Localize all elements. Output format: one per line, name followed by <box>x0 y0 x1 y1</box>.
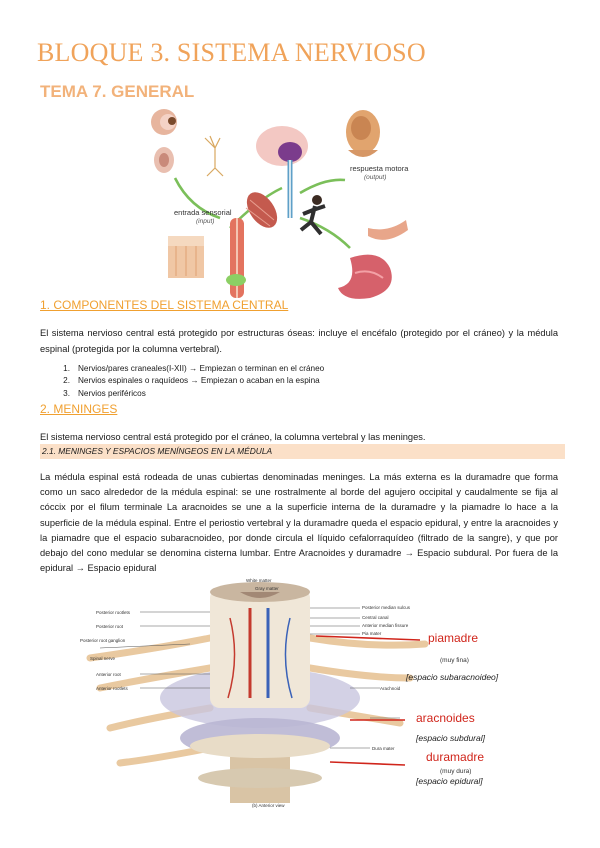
document-title: BLOQUE 3. SISTEMA NERVIOSO <box>37 38 426 67</box>
pia-mater-label: Pia mater <box>362 631 382 636</box>
list-item: 1. Nervios/pares craneales(I-XII) → Empiezan o terminan en el cráneo <box>63 364 325 373</box>
duramadre-note: (muy dura) <box>440 768 472 775</box>
output-sublabel: (output) <box>364 174 387 181</box>
spinal-cord-meninges-figure <box>80 578 520 810</box>
input-label: entrada sensorial <box>174 208 232 217</box>
subdural-space-annotation: [espacio subdural] <box>416 733 485 743</box>
anterior-median-fissure-label: Anterior median fissure <box>362 623 409 628</box>
posterior-root-label: Posterior root <box>96 624 124 629</box>
figure-caption: (b) Anterior view <box>252 803 285 808</box>
subarachnoid-space-annotation: [espacio subaracnoideo] <box>406 672 499 682</box>
arm-image <box>368 220 408 240</box>
muscle-image <box>241 187 284 234</box>
piamadre-annotation: piamadre <box>428 631 479 645</box>
nerve-types-list <box>40 363 324 400</box>
stomach-image <box>338 255 392 299</box>
spinal-cord <box>210 582 310 708</box>
meninges-paragraph: La médula espinal está rodeada de unas cubiertas denominadas meninges. La más externa es la duramadre que forma como un saco alrededor de la médula espinal: se une rostralmente al borde del agujero occipital y caudalmente se fija al cóccix por el filum terminale La aracnoides se une a la superficie interna de la duramadre y la piamadre lo hace a la superficie de la médula espinal. Entre el periostio vertebral y la duramadre queda el espacio epidural, y entre la aracnoides y la piamadre que el espacio subaracnoideo, por donde circula el líquido cefalorraquídeo (filtrado de la sangre), y que por debajo del cono medular se denomina cisterna lumbar. Entre Aracnoides y duramadre → Espacio subdural. Por fuera de la epidural → Espacio epidural <box>40 472 558 574</box>
posterior-rootlets-label: Posterior rootlets <box>96 610 131 615</box>
anterior-root-label: Anterior root <box>96 672 121 677</box>
list-item: 3. Nervios periféricos <box>63 388 146 398</box>
subsection-heading-bar <box>40 444 565 459</box>
aracnoides-annotation: aracnoides <box>416 711 475 725</box>
posterior-root-ganglion-label: Posterior root ganglion <box>80 638 126 643</box>
epidural-space-annotation: [espacio epidural] <box>416 776 483 786</box>
head-anatomy-image <box>346 110 380 157</box>
input-sublabel: (input) <box>196 218 215 225</box>
subsection-heading: 2.1. MENINGES Y ESPACIOS MENÍNGEOS EN LA MÉDULA <box>42 446 273 456</box>
topic-title: TEMA 7. GENERAL <box>40 82 195 101</box>
eye-image <box>151 109 177 135</box>
duramadre-annotation: duramadre <box>426 750 485 764</box>
section-2-intro: El sistema nervioso central está protegido por el cráneo, la columna vertebral y las meninges. <box>40 432 426 442</box>
section-1-paragraph: El sistema nervioso central está protegido por estructuras óseas: incluye el encéfalo (protegido por el cráneo) y la médula espinal (protegida por la columna vertebral). <box>40 328 558 354</box>
neuron-image <box>205 136 223 176</box>
white-matter-label: White matter <box>246 578 272 583</box>
piamadre-note: (muy fina) <box>440 657 469 664</box>
nervous-system-illustration <box>150 108 412 304</box>
anterior-rootlets-label: Anterior rootlets <box>96 686 128 691</box>
section-1-heading: 1. COMPONENTES DEL SISTEMA CENTRAL <box>40 298 289 312</box>
dura-mater-label: Dura mater <box>372 746 395 751</box>
ear-image <box>154 147 174 173</box>
posterior-median-sulcus-label: Posterior median sulcus <box>362 605 411 610</box>
list-item: 2. Nervios espinales o raquídeos → Empiezan o acaban en la espina <box>63 376 320 386</box>
spinal-nerve-label: Spinal nerve <box>90 656 116 661</box>
skin-image <box>168 236 204 278</box>
arachnoid-label: Arachnoid <box>380 686 401 691</box>
central-canal-label: Central canal <box>362 615 389 620</box>
gray-matter-label: Gray matter <box>255 586 279 591</box>
output-label: respuesta motora <box>350 164 409 173</box>
leg-nerve-image <box>226 218 246 298</box>
section-2-heading: 2. MENINGES <box>40 402 118 416</box>
